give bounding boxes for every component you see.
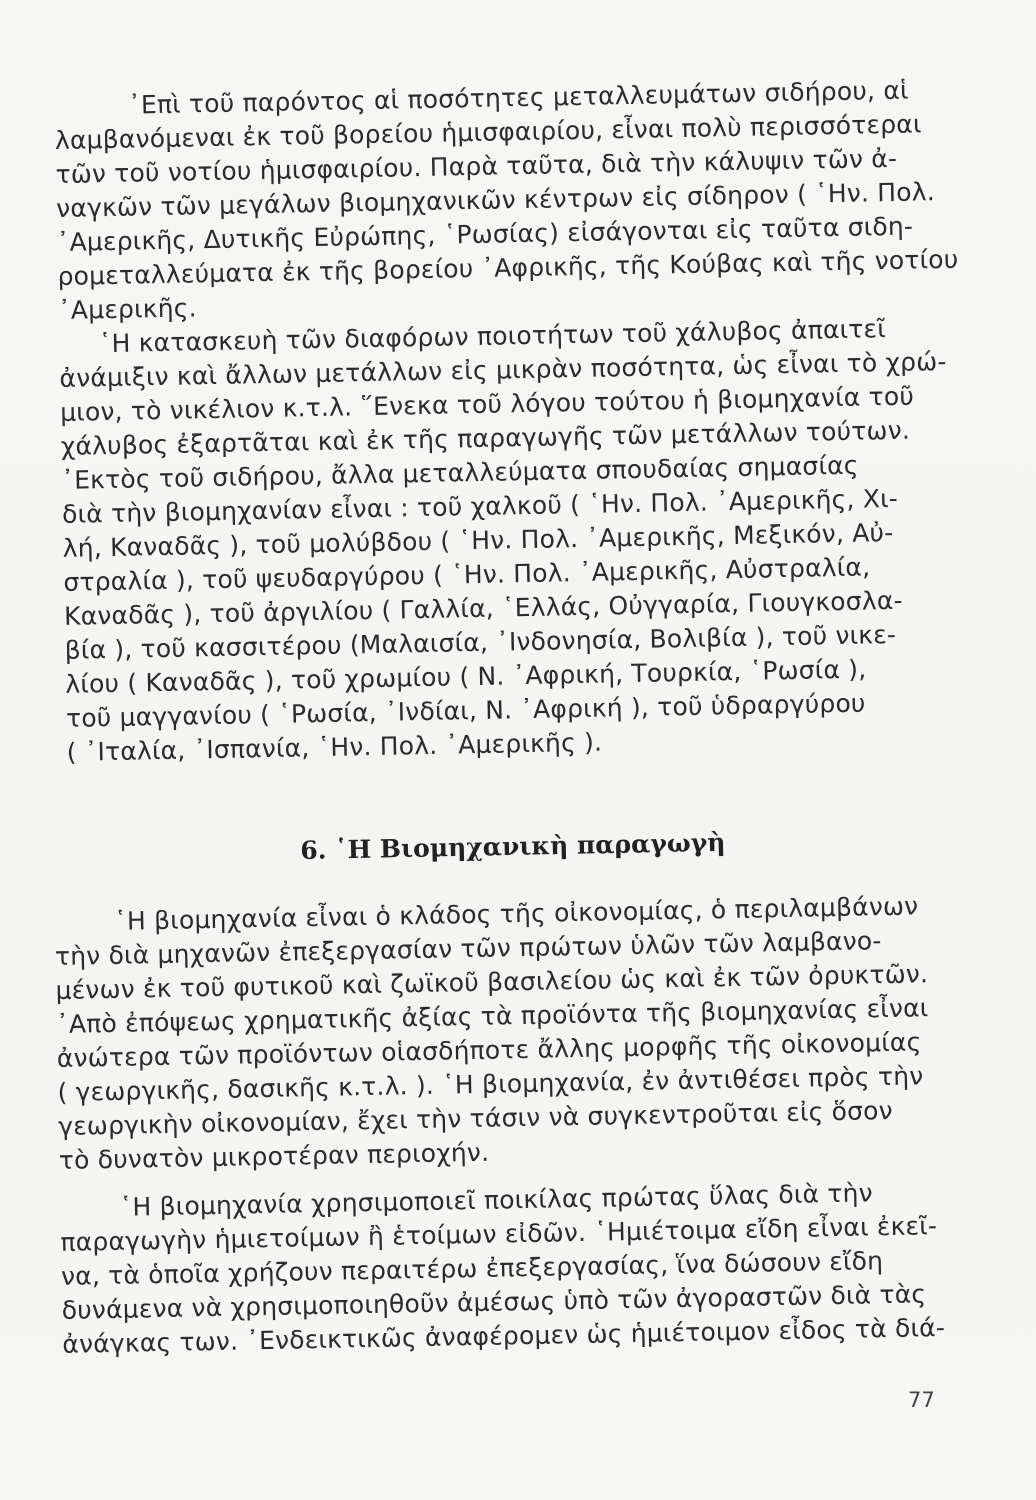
text-line: διὰ τὴν βιομηχανίαν εἶναι : τοῦ χαλκοῦ ( ῾Ην. Πολ. ᾿Αμερικῆς, Χι- — [61, 483, 899, 529]
text-line: μένων ἐκ τοῦ φυτικοῦ καὶ ζωϊκοῦ βασιλείου ὡς καὶ ἐκ τῶν ὀρυκτῶν. — [55, 959, 929, 1005]
text-line: στραλία ), τοῦ ψευδαργύρου ( ῾Ην. Πολ. ᾿Αμερικῆς, Αὐστραλία, — [63, 552, 871, 597]
text-line: ᾿Εκτὸς τοῦ σιδήρου, ἄλλα μεταλλεύματα σπουδαίας σημασίας — [61, 450, 859, 495]
text-line: ῾Η βιομηχανία εἶναι ὁ κλάδος τῆς οἰκονομίας, ὁ περιλαμβάνων — [113, 891, 919, 936]
text-line: μιον, τὸ νικέλιον κ.τ.λ. ῞Ενεκα τοῦ λόγου τούτου ἡ βιομηχανία τοῦ — [59, 381, 915, 427]
text-line: παραγωγὴν ἡμιετοίμων ἢ ἑτοίμων εἰδῶν. ῾Ημιέτοιμα εἴδη εἶναι ἐκεῖ- — [60, 1211, 938, 1257]
section-heading: 6. ῾Η Βιομηχανικὴ παραγωγὴ — [300, 827, 726, 865]
text-line: ᾿Αμερικῆς. — [57, 293, 198, 325]
text-line: ( ᾿Ιταλία, ᾿Ισπανία, ῾Ην. Πολ. ᾿Αμερικῆς ). — [66, 727, 603, 767]
text-line: ρομεταλλεύματα ἐκ τῆς βορείου ᾿Αφρικῆς, τῆς Κούβας καὶ τῆς νοτίου — [57, 244, 959, 291]
page-number: 77 — [908, 1388, 935, 1412]
text-line: ( γεωργικῆς, δασικῆς κ.τ.λ. ). ῾Η βιομηχανία, ἐν ἀντιθέσει πρὸς τὴν — [57, 1061, 924, 1107]
text-line: ῾Η βιομηχανία χρησιμοποιεῖ ποικίλας πρώτας ὕλας διὰ τὴν — [119, 1178, 874, 1222]
text-line: τὴν διὰ μηχανῶν ἐπεξεργασίαν τῶν πρώτων ὑλῶν τῶν λαμβανο- — [54, 926, 882, 971]
text-line: λαμβανόμεναι ἐκ τοῦ βορείου ἡμισφαιρίου, εἶναι πολὺ περισσότεραι — [54, 109, 922, 155]
text-line: ἀνάμιξιν καὶ ἄλλων μετάλλων εἰς μικρὰν ποσότητα, ὡς εἶναι τὸ χρώ- — [59, 346, 947, 393]
text-line: να, τὰ ὁποῖα χρήζουν περαιτέρω ἐπεξεργασίας, ἵνα δώσουν εἴδη — [60, 1246, 884, 1291]
text-line: βία ), τοῦ κασσιτέρου (Μαλαισία, ᾿Ινδονησία, Βολιβία ), τοῦ νικε- — [64, 619, 897, 665]
text-line: τοῦ μαγγανίου ( ῾Ρωσία, ᾿Ινδίαι, Ν. ᾿Αφρική ), τοῦ ὑδραργύρου — [65, 688, 866, 733]
text-line: Καναδᾶς ), τοῦ ἀργιλίου ( Γαλλία, ῾Ελλάς, Οὐγγαρία, Γιουγκοσλα- — [63, 585, 903, 631]
text-line: τῶν τοῦ νοτίου ἡμισφαιρίου. Παρὰ ταῦτα, διὰ τὴν κάλυψιν τῶν ἀ- — [55, 143, 898, 189]
text-line: χάλυβος ἐξαρτᾶται καὶ ἐκ τῆς παραγωγῆς τῶν μετάλλων τούτων. — [60, 415, 911, 461]
text-line: ᾿Αμερικῆς, Δυτικῆς Εὐρώπης, ῾Ρωσίας) εἰσάγονται εἰς ταῦτα σιδη- — [56, 211, 914, 257]
text-line: ᾿Απὸ ἐπόψεως χρηματικῆς ἀξίας τὰ προϊόντα τῆς βιομηχανίας εἶναι — [55, 993, 929, 1039]
paragraph-metal-ores — [54, 75, 959, 767]
text-line: δυνάμενα νὰ χρησιμοποιηθοῦν ἀμέσως ὑπὸ τῶν ἀγοραστῶν διὰ τὰς — [61, 1279, 927, 1325]
text-line: λίου ( Καναδᾶς ), τοῦ χρωμίου ( Ν. ᾿Αφρική, Τουρκία, ῾Ρωσία ), — [65, 654, 867, 699]
text-line: γεωργικὴν οἰκονομίαν, ἔχει τὴν τάσιν νὰ συγκεντροῦται εἰς ὅσον — [57, 1095, 894, 1141]
text-line: ῾Η κατασκευὴ τῶν διαφόρων ποιοτήτων τοῦ χάλυβος ἀπαιτεῖ — [98, 314, 887, 359]
text-line: τὸ δυνατὸν μικροτέραν περιοχήν. — [58, 1137, 490, 1175]
text-line: ἀνάγκας των. ᾿Ενδεικτικῶς ἀναφέρομεν ὡς ἡμιέτοιμον εἶδος τὰ διά- — [62, 1312, 946, 1359]
text-line: ναγκῶν τῶν μεγάλων βιομηχανικῶν κέντρων εἰς σίδηρον ( ῾Ην. Πολ. — [55, 177, 936, 223]
text-line: λή, Καναδᾶς ), τοῦ μολύβδου ( ῾Ην. Πολ. ᾿Αμερικῆς, Μεξικόν, Αὐ- — [62, 517, 894, 563]
paragraph-industrial-production — [54, 891, 946, 1359]
text-line: ἀνώτερα τῶν προϊόντων οἱασδήποτε ἄλλης μορφῆς τῆς οἰκονομίας — [56, 1027, 922, 1073]
text-line: ᾿Επὶ τοῦ παρόντος αἱ ποσότητες μεταλλευμάτων σιδήρου, αἱ — [127, 75, 909, 120]
